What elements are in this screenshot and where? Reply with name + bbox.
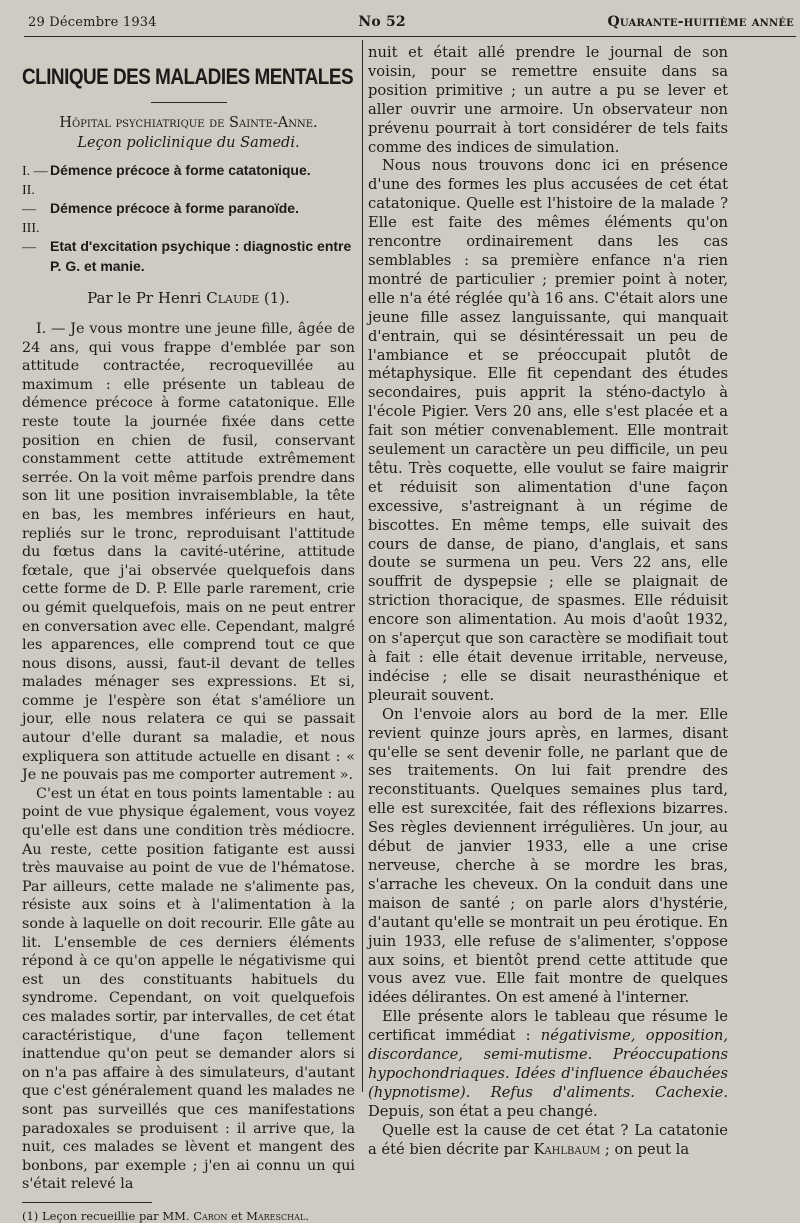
- certificate-quote: négativisme, opposition, discordance, semi-mutisme. Préoccupations hypochondriaques. Idées d'influence ébauchées (hypnotisme). Refus d'aliments. Cachexie.: [368, 1027, 729, 1101]
- author-prefix: Par le Pr Henri: [87, 289, 202, 307]
- footnote-ref: (1).: [263, 289, 290, 307]
- cited-name: Kahlbaum: [533, 1140, 601, 1158]
- section-rubric: CLINIQUE DES MALADIES MENTALES: [22, 64, 354, 89]
- body-paragraph: nuit et était allé prendre le journal de son voisin, pour se remettre ensuite dans sa position primitive ; un autre a pu se lever et aller ouvrir une armoire. Un observateur non prévenu pourrait à tort considérer de tels faits comme des indices de simulation.: [368, 44, 728, 156]
- footnote-name: Caron: [193, 1208, 228, 1223]
- author-line: [22, 288, 355, 308]
- author-name: Claude: [206, 289, 260, 307]
- issue-date: 29 Décembre 1934: [28, 14, 157, 30]
- topic-text: Etat d'excitation psychique : diagnostic entre P. G. et manie.: [50, 238, 352, 274]
- text-run: Quelle est la cause de cet état ? La catatonie a été bien décrite par: [368, 1121, 728, 1158]
- footnote-mark: (1): [22, 1208, 39, 1223]
- rubric-rule: [151, 102, 227, 103]
- topic-item: [22, 161, 355, 181]
- footnote-name: Mareschal.: [246, 1208, 309, 1223]
- topic-text: Démence précoce à forme paranoïde.: [50, 200, 299, 216]
- lecture-type: Leçon policlinique du Samedi.: [77, 135, 300, 151]
- body-paragraph: On l'envoie alors au bord de la mer. Elle revient quinze jours après, en larmes, disant qu'elle se sent devenir folle, ne parlant que de ses traitements. On lui fait prendre des reconstituants. Quelques semaines plus tard, elle est surexcitée, fait des réflexions bizarres. Ses règles deviennent irrégulières. Un jour, au début de janvier 1933, elle a une crise nerveuse, cherche à se mordre les bras, s'arrache les cheveux. On la conduit dans une maison de santé ; on parle alors d'hystérie, d'autant qu'elle se montrait un peu érotique. En juin 1933, elle refuse de s'alimenter, s'oppose aux soins, et bientôt prend cette attitude que vous avez vue. Elle fait montre de quelques idées délirantes. On est amené à l'interner.: [368, 705, 728, 1007]
- footnote-rule: [22, 1202, 152, 1203]
- footnote-conj: et: [231, 1208, 243, 1223]
- text-run: Elle présente alors le tableau que résume le certificat immédiat :: [368, 1008, 728, 1045]
- body-paragraph: [368, 1122, 728, 1160]
- body-paragraph: I. — Je vous montre une jeune fille, âgée de 24 ans, qui vous frappe d'emblée par son attitude contractée, recroquevillée au maximum : elle présente un tableau de démence précoce à forme catatonique. Elle reste toute la journée fixée dans cette position en chien de fusil, conservant constamment cette attitude extrêmement serrée. On la voit même parfois prendre dans son lit une position invraisemblable, la tête en bas, les membres inférieurs en haut, repliés sur le tronc, reproduisant l'attitude du fœtus dans la cavité-utérine, attitude fœtale, que j'ai observée quelquefois dans cette forme de D. P. Elle parle rarement, crie ou gémit quelquefois, mais on ne peut entrer en conversation avec elle. Cependant, malgré les apparences, elle comprend tout ce que nous disons, aussi, faut-il devant de telles malades ménager ses expressions. Et si, comme je l'espère son état s'améliore un jour, elle nous relatera ce qui se passait autour d'elle durant sa maladie, et nous expliquera son attitude actuelle en disant : « Je ne pouvais pas me comporter autrement ».: [22, 321, 355, 784]
- topic-number: III. —: [22, 221, 40, 255]
- topic-text: Démence précoce à forme catatonique.: [50, 162, 311, 178]
- topic-number: II. —: [22, 183, 36, 217]
- column-divider: [362, 40, 363, 1092]
- volume-year: Quarante-huitième année: [607, 14, 794, 30]
- right-column: [368, 44, 729, 1158]
- hospital-name: Hôpital psychiatrique de Sainte-Anne.: [59, 115, 318, 131]
- topic-item: [22, 219, 355, 276]
- text-run: ; on peut la: [604, 1140, 690, 1158]
- header-rule: [24, 36, 796, 37]
- left-column: [22, 44, 355, 1223]
- body-paragraph: [368, 1008, 728, 1121]
- topics-list: [22, 161, 355, 276]
- page-header: [28, 10, 794, 34]
- text-run: Depuis, son état a peu changé.: [368, 1102, 598, 1120]
- topic-item: [22, 181, 355, 219]
- footnote-text: Leçon recueillie par MM.: [41, 1208, 190, 1223]
- issue-number: No 52: [358, 14, 406, 30]
- body-paragraph: Nous nous trouvons donc ici en présence d'une des formes les plus accusées de cet état catatonique. Quelle est l'histoire de la malade ? Elle est faite des mêmes éléments qu'on rencontre ordinairement dans les cas semblables : sa première enfance n'a rien montré de particulier ; premier point à noter, elle n'a été réglée qu'à 16 ans. C'était alors une jeune fille assez languissante, qui manquait d'entrain, qui se désintéressait un peu de l'ambiance et se préoccupait plutôt de métaphysique. Elle fit cependant des études secondaires, puis apprit la sténo-dactylo à l'école Pigier. Vers 20 ans, elle s'est placée et a fait son métier convenablement. Elle montrait seulement un caractère un peu difficile, un peu têtu. Très coquette, elle voulut se faire maigrir et réduisit son alimentation d'une façon excessive, s'astreignant à un régime de biscottes. En même temps, elle suivait des cours de danse, de piano, d'anglais, et sans doute se surmena un peu. Vers 22 ans, elle souffrit de dyspepsie ; elle se plaignait de striction thoracique, de spasmes. Elle réduisit encore son alimentation. Au mois d'août 1932, on s'aperçut que son caractère se modifiait tout à fait : elle était devenue irritable, nerveuse, indécise ; elle se disait neurasthénique et pleurait souvent.: [368, 157, 728, 704]
- body-paragraph: C'est un état en tous points lamentable : au point de vue physique également, vous voyez qu'elle est dans une condition très médiocre. Au reste, cette position fatigante est aussi très mauvaise au point de vue de l'hématose. Par ailleurs, cette malade ne s'alimente pas, résiste aux soins et à l'alimentation à la sonde à laquelle on doit recourir. Elle gâte au lit. L'ensemble de ces derniers éléments répond à ce qu'on appelle le négativisme qui est un des constituants habituels du syndrome. Cependant, on voit quelquefois ces malades sortir, par intervalles, de cet état caractéristique, d'une façon tellement inattendue qu'on peut se demander alors si on n'a pas affaire à des simulateurs, d'autant que c'est généralement quand les malades ne sont pas surveillés que ces manifestations paradoxales se produisent : il arrive que, la nuit, ces malades se lèvent et mangent des bonbons, par exemple ; j'en ai connu un qui s'était relevé la: [22, 785, 355, 1193]
- topic-number: I. —: [22, 164, 48, 179]
- footnote: [22, 1209, 355, 1223]
